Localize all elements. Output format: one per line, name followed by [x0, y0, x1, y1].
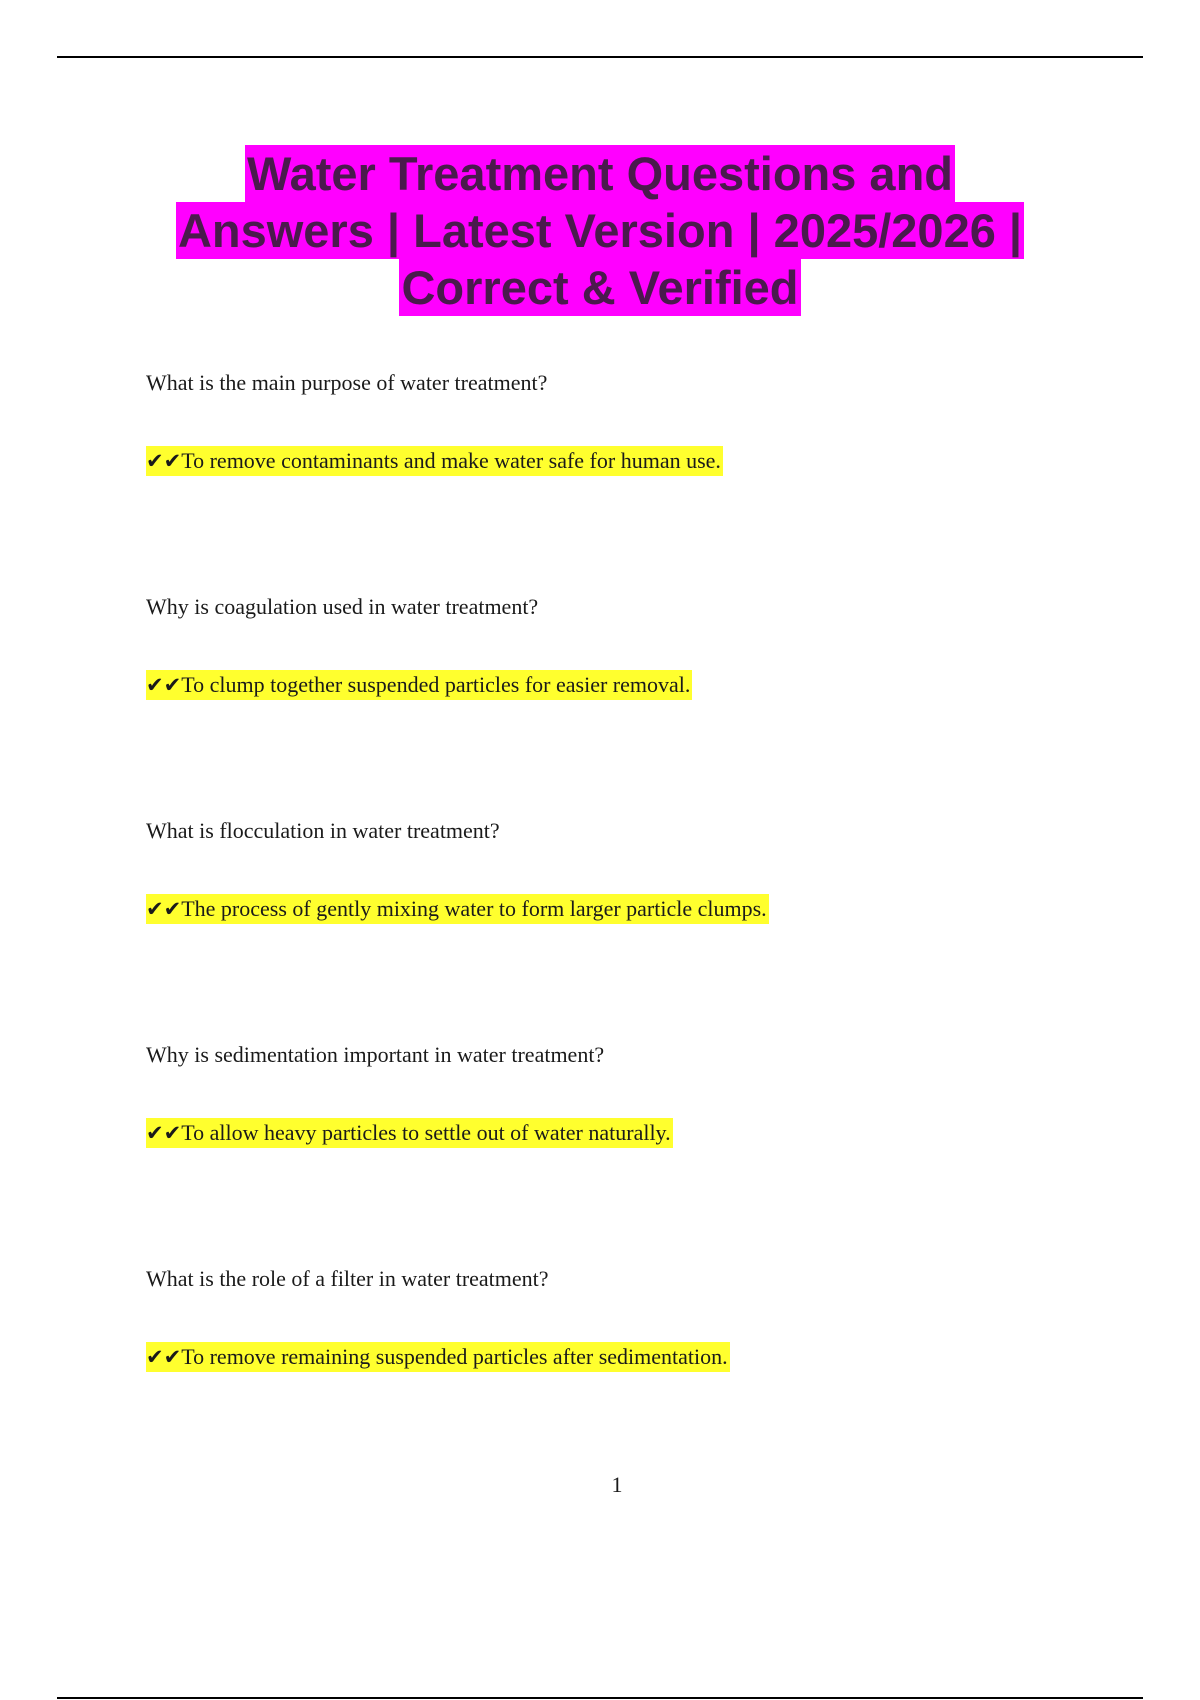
double-check-icon: ✔✔ — [146, 1121, 182, 1145]
page-title — [100, 145, 1100, 316]
answer-text — [146, 446, 723, 476]
double-check-icon: ✔✔ — [146, 1345, 182, 1369]
top-rule — [57, 56, 1143, 58]
answer-text — [146, 670, 692, 700]
double-check-icon: ✔✔ — [146, 449, 182, 473]
question-text: What is the role of a filter in water treatment? — [146, 1266, 549, 1291]
answer-label: To clump together suspended particles for easier removal. — [181, 672, 691, 697]
bottom-rule — [57, 1697, 1143, 1699]
double-check-icon: ✔✔ — [146, 673, 182, 697]
double-check-icon: ✔✔ — [146, 897, 182, 921]
answer-label: To allow heavy particles to settle out of water naturally. — [181, 1120, 671, 1145]
answer-label: The process of gently mixing water to form larger particle clumps. — [181, 896, 767, 921]
answer-label: To remove remaining suspended particles after sedimentation. — [181, 1344, 728, 1369]
question-text: What is the main purpose of water treatment? — [146, 370, 548, 395]
answer-text — [146, 1118, 673, 1148]
question-text: What is flocculation in water treatment? — [146, 818, 500, 843]
question-text: Why is sedimentation important in water treatment? — [146, 1042, 605, 1067]
answer-text — [146, 1342, 730, 1372]
answer-label: To remove contaminants and make water safe for human use. — [181, 448, 721, 473]
question-text: Why is coagulation used in water treatment? — [146, 594, 539, 619]
answer-text — [146, 894, 769, 924]
title-line-1: Water Treatment Questions and — [246, 147, 953, 200]
page-number: 1 — [611, 1472, 623, 1497]
title-line-3: Correct & Verified — [401, 261, 799, 314]
title-line-2: Answers | Latest Version | 2025/2026 | — [177, 204, 1023, 257]
